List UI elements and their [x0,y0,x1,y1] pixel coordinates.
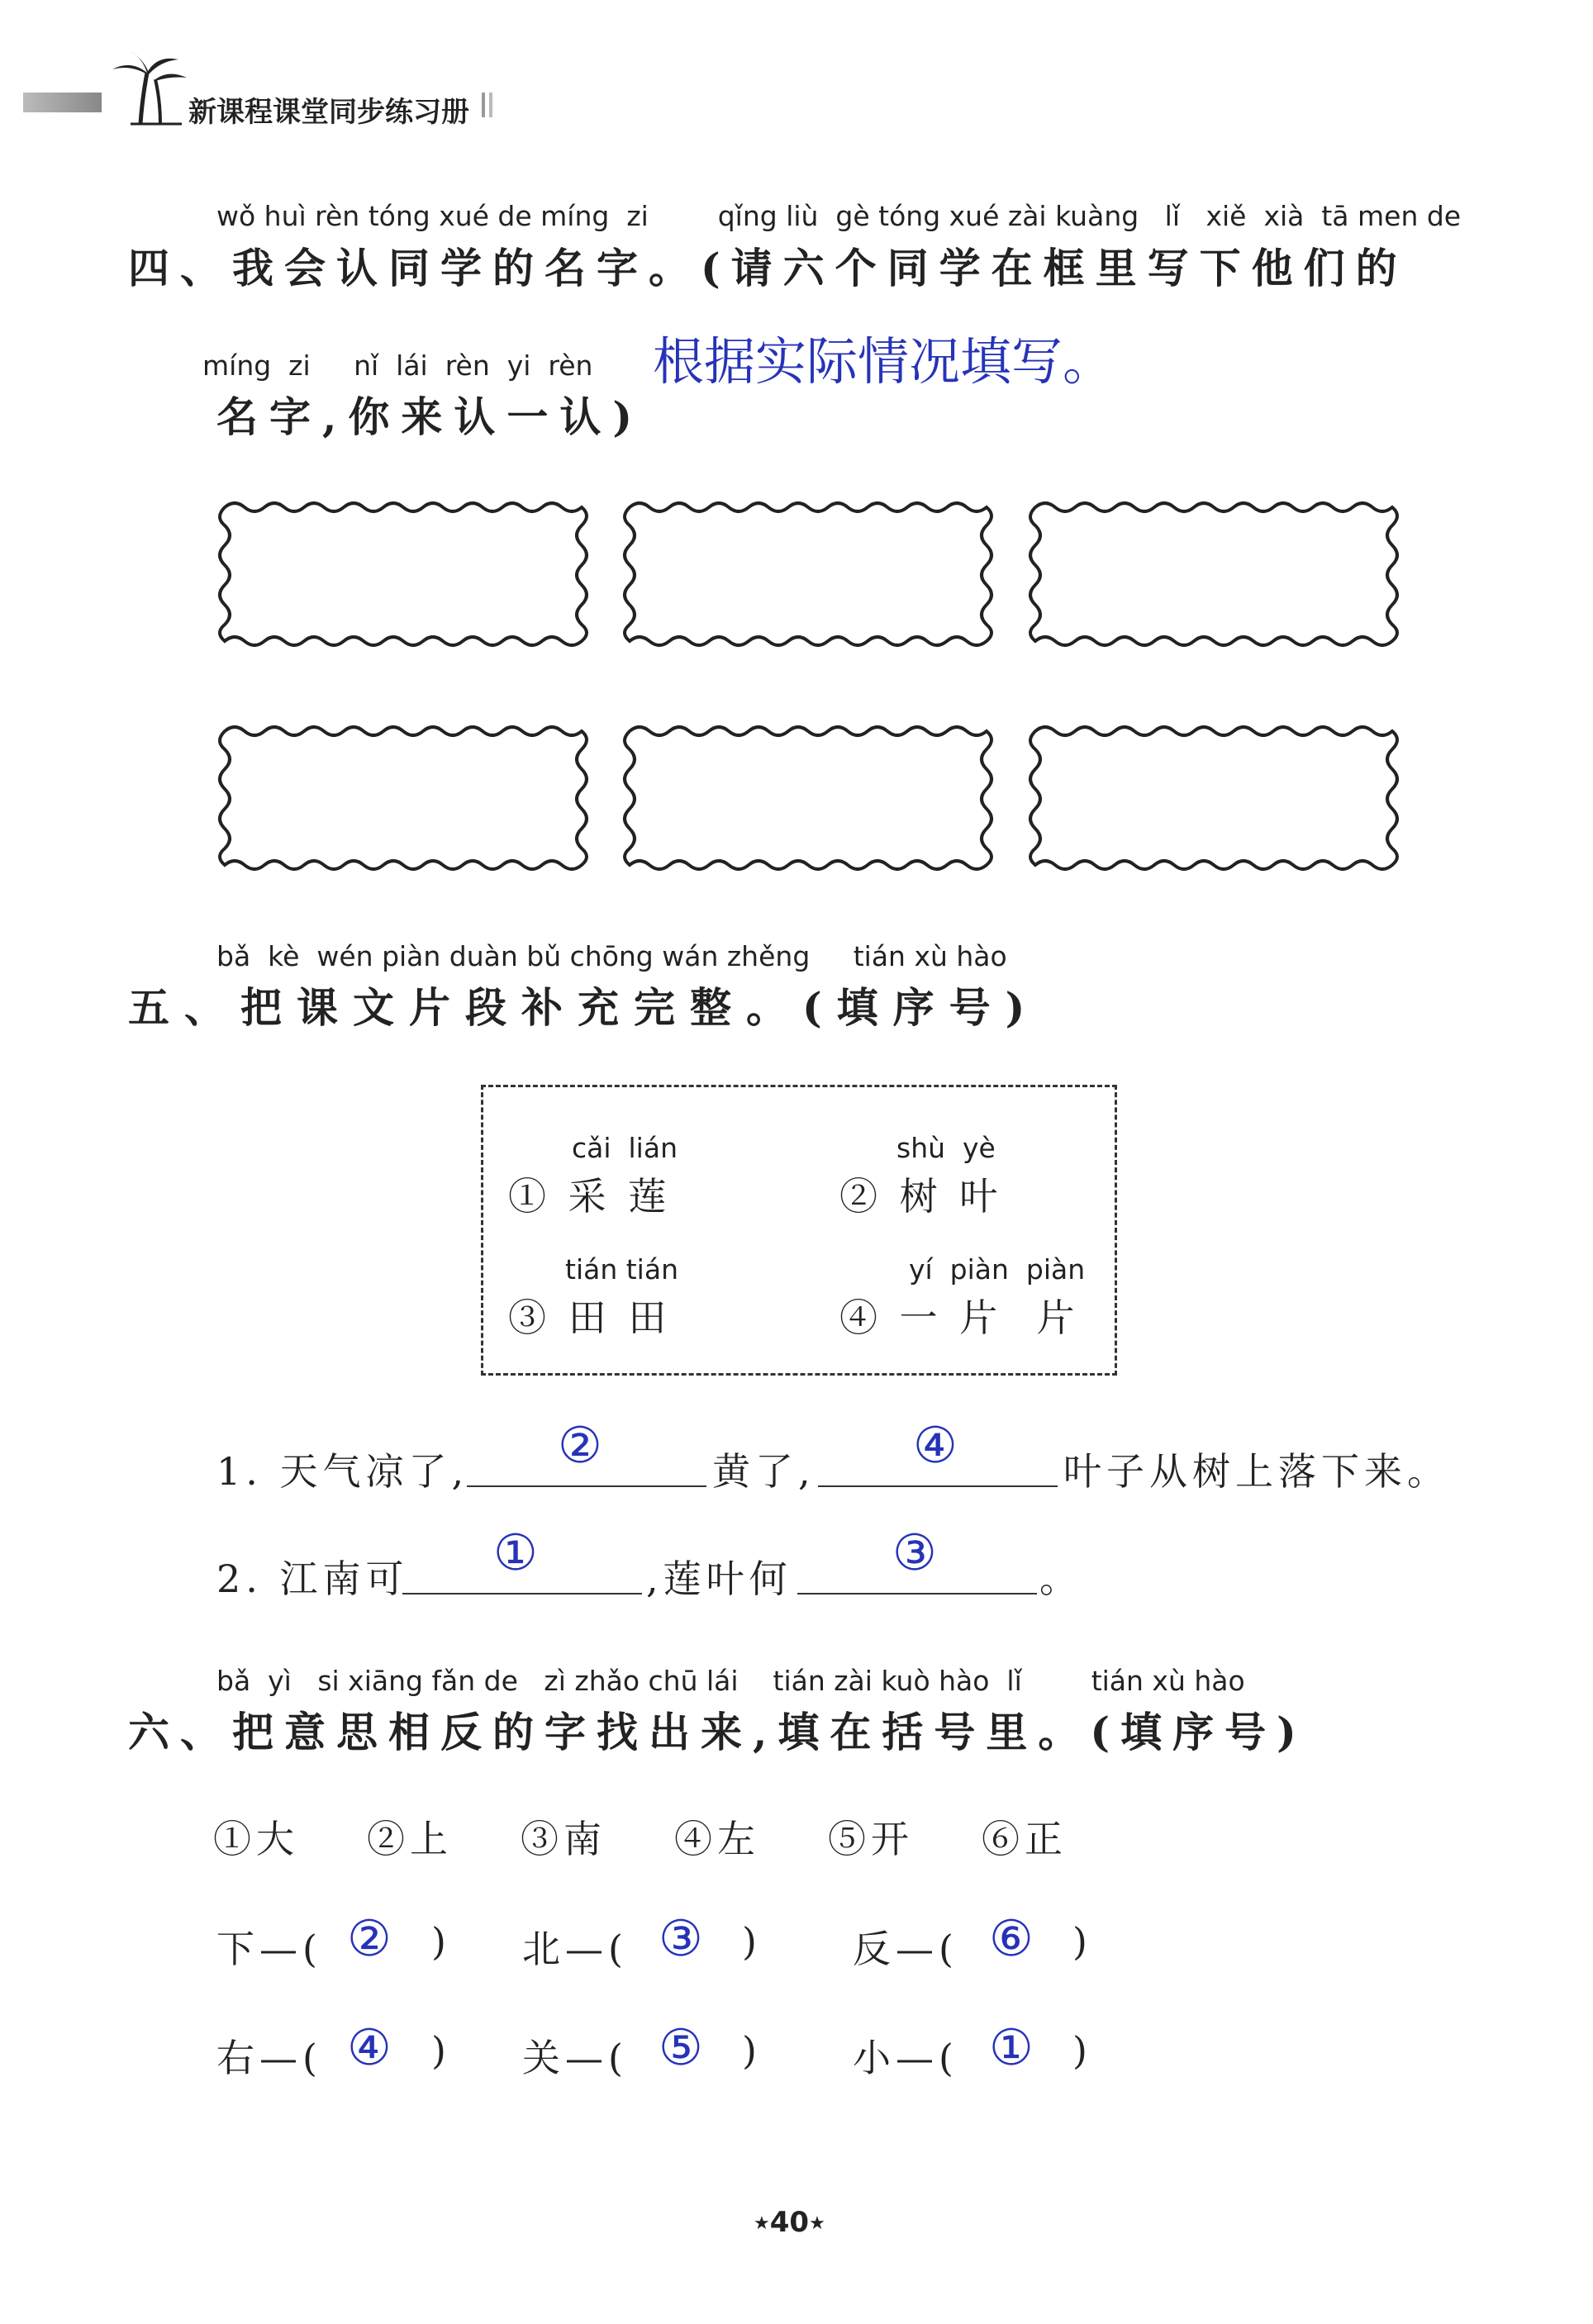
pair-word: 右—( [216,2036,322,2080]
pair-word: 北—( [522,1927,628,1971]
choice-1: ①大 [213,1817,299,1861]
page-number-text: 40 [769,2206,810,2239]
q2-answer2: ③ [892,1524,937,1582]
pair-answer: ① [989,2019,1034,2077]
choice-4: ④左 [674,1817,760,1861]
section5-title: 五、把课文片段补充完整。(填序号) [128,983,1040,1032]
q2-part3: 。 [1039,1556,1082,1601]
q1-part2: 黄了, [712,1449,816,1494]
pair-word: 反—( [853,1927,958,1971]
name-box-4 [220,727,587,869]
section5-pinyin: bǎ kè wén piàn duàn bǔ chōng wán zhěng tián xù hào [216,940,1007,972]
q1-answer2: ④ [913,1417,958,1475]
pair-answer: ② [347,1910,392,1968]
pair-close: ) [1072,1919,1092,1964]
pair-close: ) [431,1919,451,1964]
q2-part1: 2. 江南可 [216,1556,409,1601]
star-icon: ★ [809,2213,825,2234]
q1-part1: 1. 天气凉了, [216,1449,469,1494]
choice-6: ⑥正 [982,1817,1068,1861]
q2-blank1 [402,1586,642,1594]
pair-close: ) [742,2028,762,2073]
pair-close: ) [1072,2028,1092,2073]
name-box-2 [625,503,991,645]
pair-answer: ⑥ [989,1910,1034,1968]
name-box-1 [220,503,587,645]
choice-5: ⑤开 [828,1817,914,1861]
pair-close: ) [431,2028,451,2073]
option-3-pinyin: tián tián [565,1253,678,1286]
section4-pinyin-line2: míng zi nǐ lái rèn yi rèn [202,349,593,382]
option-1-pinyin: cǎi lián [572,1132,678,1164]
section6-pinyin: bǎ yì si xiāng fǎn de zì zhǎo chū lái tián zài kuò hào lǐ tián xù hào [216,1665,1245,1697]
section6-title: 六、把意思相反的字找出来,填在括号里。(填序号) [128,1708,1307,1756]
pair-answer: ⑤ [659,2019,703,2077]
pair-answer: ④ [347,2019,392,2077]
name-box-5 [625,727,991,869]
name-box-3 [1030,503,1397,645]
q1-blank2 [818,1479,1058,1487]
option-2-label: ② 树 叶 [839,1174,1003,1219]
pair-close: ) [742,1919,762,1964]
q2-blank2 [797,1586,1037,1594]
option-3-label: ③ 田 田 [508,1295,672,1340]
q1-part3: 叶子从树上落下来。 [1063,1449,1450,1494]
option-1-label: ① 采 莲 [508,1174,672,1219]
option-2-pinyin: shù yè [896,1132,996,1164]
option-4-label: ④ 一 片 片 [839,1295,1080,1340]
q1-blank1 [467,1479,706,1487]
book-title: 新课程课堂同步练习册 [188,96,469,129]
star-icon: ★ [754,2213,770,2234]
name-box-6 [1030,727,1397,869]
pair-word: 下—( [216,1927,322,1971]
q2-part2: ,莲叶何 [646,1556,792,1601]
pair-word: 关—( [522,2036,628,2080]
pair-answer: ③ [659,1910,703,1968]
handwritten-note: 根据实际情况填写。 [653,331,1115,392]
section4-title-line2: 名字,你来认一认) [216,392,644,441]
page-number [754,2206,825,2239]
option-4-pinyin: yí piàn piàn [909,1253,1086,1286]
q1-answer1: ② [558,1417,602,1475]
choice-2: ②上 [367,1817,453,1861]
q2-answer1: ① [493,1524,538,1582]
name-boxes-grid [0,0,1593,909]
pair-word: 小—( [853,2036,958,2080]
choice-3: ③南 [521,1817,606,1861]
section4-title-line1: 四、我会认同学的名字。(请六个同学在框里写下他们的 [128,244,1408,292]
section4-pinyin-line1: wǒ huì rèn tóng xué de míng zi qǐng liù gè tóng xué zài kuàng lǐ xiě xià tā men de [216,200,1462,232]
